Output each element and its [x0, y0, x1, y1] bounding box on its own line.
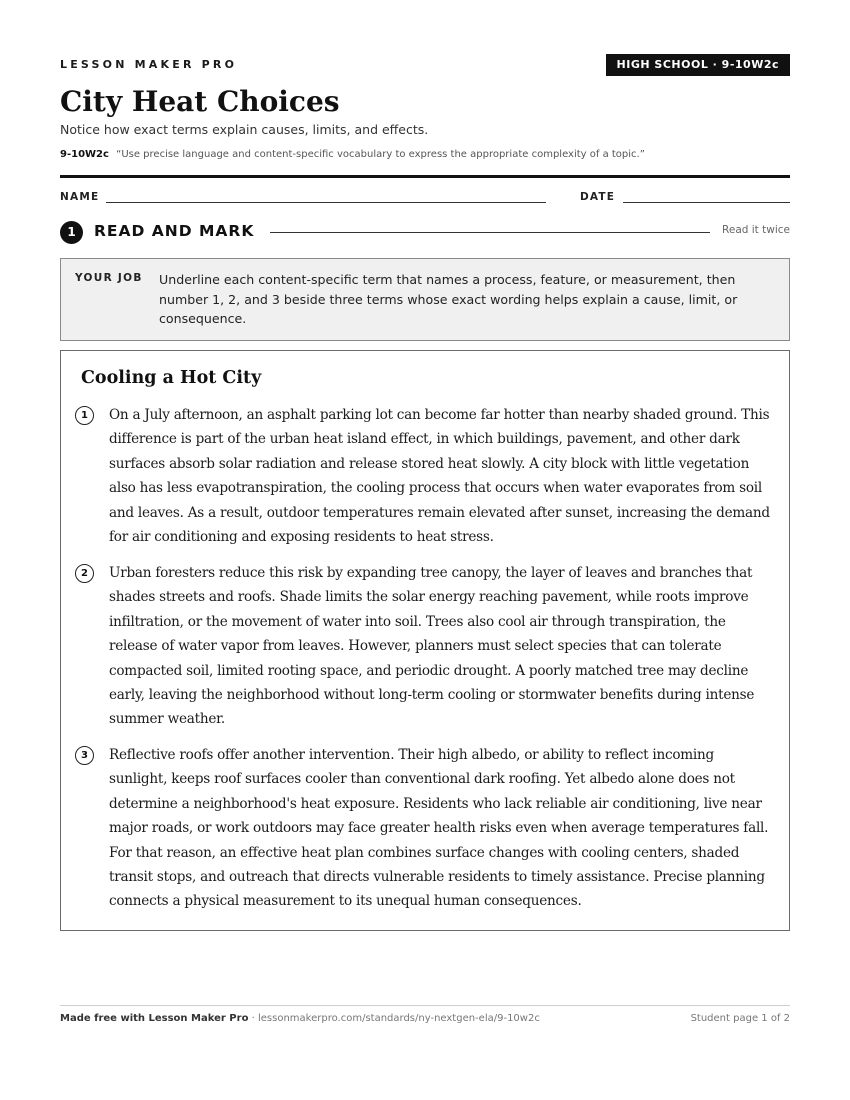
standard-text: “Use precise language and content-specific vocabulary to express the appropriate complexity of a topic.” — [116, 149, 645, 160]
footer-credit — [60, 1013, 540, 1024]
footer-url[interactable]: lessonmakerpro.com/standards/ny-nextgen-ela/9-10w2c — [257, 1013, 540, 1024]
standard-code: 9-10W2c — [60, 149, 109, 160]
section-note: Read it twice — [722, 224, 790, 236]
paragraph-text: On a July afternoon, an asphalt parking lot can become far hotter than nearby shaded ground. This difference is part of the urban heat island effect, in which buildings, pavement, and other dark surfaces absorb solar radiation and release stored heat slowly. A city block with little vegetation also has less evapotranspiration, the cooling process that occurs when water evaporates from soil and leaves. As a result, outdoor temperatures remain elevated after sunset, increasing the demand for air conditioning and exposing residents to heat stress. — [109, 407, 770, 546]
name-date-row — [60, 191, 790, 207]
instructions-text: Underline each content-specific term that names a process, feature, or measurement, then number 1, 2, and 3 beside three terms whose exact wording helps explain a cause, limit, or consequence. — [159, 272, 738, 326]
reading-passage — [60, 350, 790, 931]
paragraph-text: Urban foresters reduce this risk by expanding tree canopy, the layer of leaves and branches that shades streets and roofs. Shade limits the solar energy reaching pavement, while roots improve infiltration, or the movement of water into soil. Trees also cool air through transpiration, the release of water vapor from leaves. However, planners must select species that can tolerate compacted soil, limited rooting space, and periodic drought. A poorly matched tree may decline early, leaving the neighborhood without long-term cooling or stormwater benefits during intense summer weather. — [109, 565, 755, 728]
paragraph-number: 2 — [75, 564, 94, 583]
section-number-badge: 1 — [60, 221, 83, 244]
date-label: DATE — [580, 191, 616, 203]
paragraph-number: 1 — [75, 406, 94, 425]
standard-line — [60, 149, 645, 160]
name-label: NAME — [60, 191, 100, 203]
passage-title: Cooling a Hot City — [81, 368, 262, 388]
section-heading — [60, 220, 790, 244]
instructions-label: YOUR JOB — [75, 272, 143, 284]
top-bar — [60, 54, 790, 78]
section-title: READ AND MARK — [94, 222, 255, 240]
instructions-box — [60, 258, 790, 341]
paragraph-number: 3 — [75, 746, 94, 765]
worksheet-title: City Heat Choices — [60, 85, 340, 118]
page-number: Student page 1 of 2 — [690, 1013, 790, 1024]
brand-name: LESSON MAKER PRO — [60, 58, 238, 71]
footer-divider — [60, 1005, 790, 1006]
date-field[interactable] — [623, 202, 790, 203]
name-field[interactable] — [106, 202, 546, 203]
section-divider — [270, 232, 710, 233]
header-divider — [60, 175, 790, 178]
worksheet-subtitle: Notice how exact terms explain causes, limits, and effects. — [60, 122, 429, 137]
footer-separator: · — [248, 1013, 258, 1024]
level-badge: HIGH SCHOOL · 9-10W2c — [606, 54, 790, 76]
paragraph-text: Reflective roofs offer another intervention. Their high albedo, or ability to reflect incoming sunlight, keeps roof surfaces cooler than conventional dark roofing. Yet albedo alone does not determine a neighborhood's heat exposure. Residents who lack reliable air conditioning, live near major roads, or work outdoors may face greater health risks even when average temperatures fall. For that reason, an effective heat plan combines surface changes with cooling centers, shaded transit stops, and outreach that directs vulnerable residents to timely assistance. Precise planning connects a physical measurement to its unequal human consequences. — [109, 747, 769, 910]
footer-made-with: Made free with Lesson Maker Pro — [60, 1013, 249, 1024]
worksheet-page — [60, 0, 790, 1100]
